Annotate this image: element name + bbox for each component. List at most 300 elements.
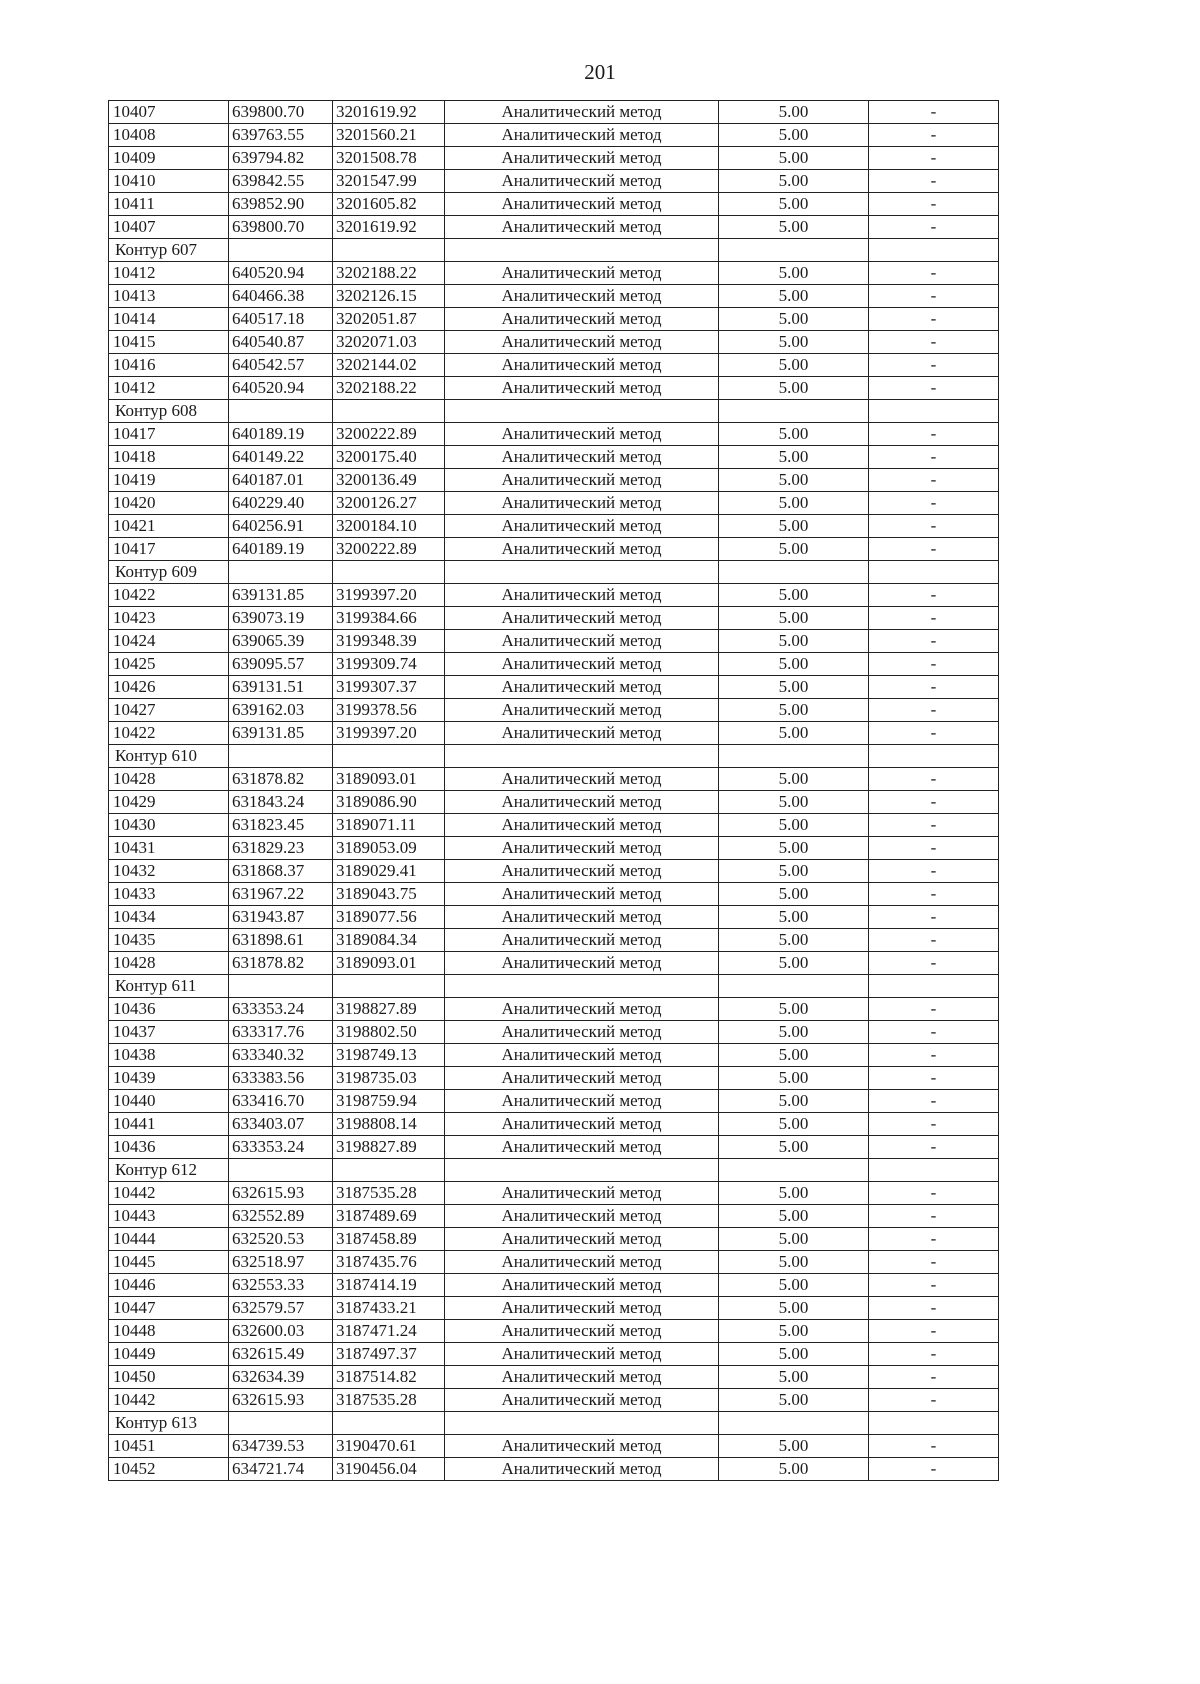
accuracy-cell: 5.00 [719,1297,869,1320]
note-cell: - [869,354,999,377]
table-row [109,1343,999,1366]
empty-cell [869,1159,999,1182]
note-cell: - [869,377,999,400]
method-cell: Аналитический метод [445,998,719,1021]
y-coordinate-cell: 3200126.27 [333,492,445,515]
contour-label: Контур 613 [109,1412,229,1435]
x-coordinate-cell: 632634.39 [229,1366,333,1389]
table-row [109,354,999,377]
accuracy-cell: 5.00 [719,607,869,630]
x-coordinate-cell: 631868.37 [229,860,333,883]
method-cell: Аналитический метод [445,1274,719,1297]
accuracy-cell: 5.00 [719,193,869,216]
method-cell: Аналитический метод [445,860,719,883]
accuracy-cell: 5.00 [719,906,869,929]
note-cell: - [869,193,999,216]
empty-cell [869,239,999,262]
empty-cell [333,400,445,423]
note-cell: - [869,147,999,170]
note-cell: - [869,492,999,515]
x-coordinate-cell: 640229.40 [229,492,333,515]
x-coordinate-cell: 632552.89 [229,1205,333,1228]
point-id-cell: 10410 [109,170,229,193]
y-coordinate-cell: 3198735.03 [333,1067,445,1090]
y-coordinate-cell: 3189071.11 [333,814,445,837]
x-coordinate-cell: 640149.22 [229,446,333,469]
note-cell: - [869,860,999,883]
x-coordinate-cell: 634739.53 [229,1435,333,1458]
method-cell: Аналитический метод [445,791,719,814]
y-coordinate-cell: 3187435.76 [333,1251,445,1274]
accuracy-cell: 5.00 [719,1182,869,1205]
y-coordinate-cell: 3187489.69 [333,1205,445,1228]
note-cell: - [869,101,999,124]
accuracy-cell: 5.00 [719,814,869,837]
method-cell: Аналитический метод [445,1205,719,1228]
note-cell: - [869,699,999,722]
point-id-cell: 10411 [109,193,229,216]
table-row [109,1182,999,1205]
x-coordinate-cell: 631829.23 [229,837,333,860]
contour-header-row [109,1412,999,1435]
empty-cell [445,745,719,768]
y-coordinate-cell: 3187535.28 [333,1389,445,1412]
y-coordinate-cell: 3202188.22 [333,377,445,400]
table-row [109,653,999,676]
accuracy-cell: 5.00 [719,1228,869,1251]
method-cell: Аналитический метод [445,354,719,377]
point-id-cell: 10415 [109,331,229,354]
accuracy-cell: 5.00 [719,377,869,400]
accuracy-cell: 5.00 [719,768,869,791]
accuracy-cell: 5.00 [719,1343,869,1366]
empty-cell [445,561,719,584]
y-coordinate-cell: 3202144.02 [333,354,445,377]
x-coordinate-cell: 632615.93 [229,1389,333,1412]
accuracy-cell: 5.00 [719,515,869,538]
x-coordinate-cell: 633353.24 [229,998,333,1021]
table-row [109,1090,999,1113]
method-cell: Аналитический метод [445,1113,719,1136]
accuracy-cell: 5.00 [719,1136,869,1159]
table-row [109,814,999,837]
method-cell: Аналитический метод [445,676,719,699]
x-coordinate-cell: 631943.87 [229,906,333,929]
note-cell: - [869,1251,999,1274]
empty-cell [445,239,719,262]
y-coordinate-cell: 3198827.89 [333,1136,445,1159]
note-cell: - [869,1136,999,1159]
table-row [109,1113,999,1136]
note-cell: - [869,285,999,308]
y-coordinate-cell: 3187458.89 [333,1228,445,1251]
accuracy-cell: 5.00 [719,446,869,469]
accuracy-cell: 5.00 [719,1021,869,1044]
method-cell: Аналитический метод [445,216,719,239]
accuracy-cell: 5.00 [719,929,869,952]
point-id-cell: 10443 [109,1205,229,1228]
x-coordinate-cell: 640540.87 [229,331,333,354]
point-id-cell: 10427 [109,699,229,722]
point-id-cell: 10414 [109,308,229,331]
method-cell: Аналитический метод [445,538,719,561]
method-cell: Аналитический метод [445,492,719,515]
empty-cell [869,1412,999,1435]
note-cell: - [869,1366,999,1389]
table-row [109,584,999,607]
empty-cell [333,1412,445,1435]
point-id-cell: 10408 [109,124,229,147]
accuracy-cell: 5.00 [719,630,869,653]
y-coordinate-cell: 3199378.56 [333,699,445,722]
method-cell: Аналитический метод [445,607,719,630]
x-coordinate-cell: 640256.91 [229,515,333,538]
note-cell: - [869,538,999,561]
accuracy-cell: 5.00 [719,1090,869,1113]
method-cell: Аналитический метод [445,423,719,446]
y-coordinate-cell: 3199309.74 [333,653,445,676]
accuracy-cell: 5.00 [719,952,869,975]
table-row [109,929,999,952]
note-cell: - [869,1228,999,1251]
method-cell: Аналитический метод [445,1067,719,1090]
note-cell: - [869,837,999,860]
point-id-cell: 10439 [109,1067,229,1090]
point-id-cell: 10419 [109,469,229,492]
method-cell: Аналитический метод [445,906,719,929]
table-row [109,1021,999,1044]
x-coordinate-cell: 631843.24 [229,791,333,814]
method-cell: Аналитический метод [445,952,719,975]
point-id-cell: 10421 [109,515,229,538]
table-row [109,1458,999,1481]
accuracy-cell: 5.00 [719,1458,869,1481]
table-row [109,906,999,929]
method-cell: Аналитический метод [445,630,719,653]
y-coordinate-cell: 3201619.92 [333,216,445,239]
x-coordinate-cell: 640517.18 [229,308,333,331]
x-coordinate-cell: 632518.97 [229,1251,333,1274]
table-row [109,492,999,515]
y-coordinate-cell: 3202188.22 [333,262,445,285]
note-cell: - [869,630,999,653]
accuracy-cell: 5.00 [719,423,869,446]
accuracy-cell: 5.00 [719,170,869,193]
point-id-cell: 10441 [109,1113,229,1136]
table-row [109,446,999,469]
note-cell: - [869,1113,999,1136]
point-id-cell: 10418 [109,446,229,469]
method-cell: Аналитический метод [445,1021,719,1044]
accuracy-cell: 5.00 [719,860,869,883]
empty-cell [869,561,999,584]
x-coordinate-cell: 631823.45 [229,814,333,837]
point-id-cell: 10449 [109,1343,229,1366]
point-id-cell: 10412 [109,262,229,285]
table-row [109,170,999,193]
accuracy-cell: 5.00 [719,1366,869,1389]
table-row [109,1366,999,1389]
table-row [109,1389,999,1412]
contour-label: Контур 608 [109,400,229,423]
table-row [109,630,999,653]
x-coordinate-cell: 633416.70 [229,1090,333,1113]
method-cell: Аналитический метод [445,285,719,308]
method-cell: Аналитический метод [445,101,719,124]
note-cell: - [869,1458,999,1481]
method-cell: Аналитический метод [445,1320,719,1343]
method-cell: Аналитический метод [445,170,719,193]
note-cell: - [869,469,999,492]
y-coordinate-cell: 3187497.37 [333,1343,445,1366]
note-cell: - [869,170,999,193]
method-cell: Аналитический метод [445,584,719,607]
point-id-cell: 10423 [109,607,229,630]
point-id-cell: 10420 [109,492,229,515]
point-id-cell: 10409 [109,147,229,170]
point-id-cell: 10448 [109,1320,229,1343]
table-row [109,676,999,699]
point-id-cell: 10413 [109,285,229,308]
method-cell: Аналитический метод [445,699,719,722]
x-coordinate-cell: 633383.56 [229,1067,333,1090]
point-id-cell: 10416 [109,354,229,377]
contour-label: Контур 612 [109,1159,229,1182]
accuracy-cell: 5.00 [719,469,869,492]
y-coordinate-cell: 3189053.09 [333,837,445,860]
y-coordinate-cell: 3189084.34 [333,929,445,952]
note-cell: - [869,814,999,837]
method-cell: Аналитический метод [445,837,719,860]
accuracy-cell: 5.00 [719,791,869,814]
point-id-cell: 10428 [109,952,229,975]
table-row [109,147,999,170]
accuracy-cell: 5.00 [719,584,869,607]
point-id-cell: 10447 [109,1297,229,1320]
method-cell: Аналитический метод [445,1458,719,1481]
note-cell: - [869,262,999,285]
point-id-cell: 10428 [109,768,229,791]
table-row [109,837,999,860]
empty-cell [229,239,333,262]
method-cell: Аналитический метод [445,929,719,952]
y-coordinate-cell: 3199348.39 [333,630,445,653]
contour-label: Контур 609 [109,561,229,584]
point-id-cell: 10424 [109,630,229,653]
table-row [109,699,999,722]
point-id-cell: 10417 [109,423,229,446]
y-coordinate-cell: 3198749.13 [333,1044,445,1067]
method-cell: Аналитический метод [445,722,719,745]
x-coordinate-cell: 639800.70 [229,101,333,124]
x-coordinate-cell: 632553.33 [229,1274,333,1297]
note-cell: - [869,607,999,630]
point-id-cell: 10429 [109,791,229,814]
table-row [109,1297,999,1320]
table-row [109,377,999,400]
point-id-cell: 10452 [109,1458,229,1481]
accuracy-cell: 5.00 [719,124,869,147]
method-cell: Аналитический метод [445,1044,719,1067]
point-id-cell: 10426 [109,676,229,699]
point-id-cell: 10407 [109,216,229,239]
note-cell: - [869,1274,999,1297]
table-row [109,952,999,975]
method-cell: Аналитический метод [445,1182,719,1205]
note-cell: - [869,1090,999,1113]
accuracy-cell: 5.00 [719,722,869,745]
empty-cell [333,561,445,584]
accuracy-cell: 5.00 [719,538,869,561]
x-coordinate-cell: 639800.70 [229,216,333,239]
empty-cell [719,1159,869,1182]
point-id-cell: 10440 [109,1090,229,1113]
y-coordinate-cell: 3189077.56 [333,906,445,929]
contour-header-row [109,1159,999,1182]
table-row [109,193,999,216]
note-cell: - [869,791,999,814]
point-id-cell: 10436 [109,1136,229,1159]
point-id-cell: 10417 [109,538,229,561]
empty-cell [229,1159,333,1182]
table-row [109,1435,999,1458]
x-coordinate-cell: 640466.38 [229,285,333,308]
empty-cell [229,975,333,998]
x-coordinate-cell: 640542.57 [229,354,333,377]
point-id-cell: 10450 [109,1366,229,1389]
empty-cell [869,745,999,768]
empty-cell [719,239,869,262]
contour-header-row [109,561,999,584]
method-cell: Аналитический метод [445,1228,719,1251]
contour-label: Контур 610 [109,745,229,768]
note-cell: - [869,952,999,975]
accuracy-cell: 5.00 [719,1435,869,1458]
accuracy-cell: 5.00 [719,1251,869,1274]
note-cell: - [869,584,999,607]
method-cell: Аналитический метод [445,768,719,791]
note-cell: - [869,722,999,745]
table-row [109,860,999,883]
empty-cell [719,400,869,423]
point-id-cell: 10445 [109,1251,229,1274]
note-cell: - [869,768,999,791]
empty-cell [869,400,999,423]
note-cell: - [869,676,999,699]
y-coordinate-cell: 3190470.61 [333,1435,445,1458]
accuracy-cell: 5.00 [719,699,869,722]
note-cell: - [869,331,999,354]
accuracy-cell: 5.00 [719,1113,869,1136]
method-cell: Аналитический метод [445,1297,719,1320]
note-cell: - [869,423,999,446]
y-coordinate-cell: 3201508.78 [333,147,445,170]
x-coordinate-cell: 640187.01 [229,469,333,492]
point-id-cell: 10431 [109,837,229,860]
y-coordinate-cell: 3201560.21 [333,124,445,147]
y-coordinate-cell: 3198802.50 [333,1021,445,1044]
y-coordinate-cell: 3200136.49 [333,469,445,492]
table-row [109,883,999,906]
table-row [109,1067,999,1090]
table-row [109,607,999,630]
y-coordinate-cell: 3201619.92 [333,101,445,124]
method-cell: Аналитический метод [445,469,719,492]
x-coordinate-cell: 639095.57 [229,653,333,676]
method-cell: Аналитический метод [445,262,719,285]
table-row [109,515,999,538]
point-id-cell: 10422 [109,584,229,607]
method-cell: Аналитический метод [445,1343,719,1366]
accuracy-cell: 5.00 [719,331,869,354]
point-id-cell: 10435 [109,929,229,952]
accuracy-cell: 5.00 [719,147,869,170]
x-coordinate-cell: 640189.19 [229,538,333,561]
x-coordinate-cell: 639131.51 [229,676,333,699]
table-row [109,1274,999,1297]
empty-cell [333,239,445,262]
method-cell: Аналитический метод [445,814,719,837]
contour-header-row [109,400,999,423]
x-coordinate-cell: 639065.39 [229,630,333,653]
accuracy-cell: 5.00 [719,837,869,860]
accuracy-cell: 5.00 [719,1389,869,1412]
y-coordinate-cell: 3189086.90 [333,791,445,814]
point-id-cell: 10442 [109,1389,229,1412]
table-row [109,469,999,492]
y-coordinate-cell: 3190456.04 [333,1458,445,1481]
method-cell: Аналитический метод [445,377,719,400]
point-id-cell: 10433 [109,883,229,906]
accuracy-cell: 5.00 [719,285,869,308]
table-row [109,1044,999,1067]
x-coordinate-cell: 632615.93 [229,1182,333,1205]
table-row [109,791,999,814]
note-cell: - [869,1389,999,1412]
note-cell: - [869,1182,999,1205]
contour-header-row [109,975,999,998]
method-cell: Аналитический метод [445,515,719,538]
accuracy-cell: 5.00 [719,653,869,676]
x-coordinate-cell: 632600.03 [229,1320,333,1343]
accuracy-cell: 5.00 [719,883,869,906]
y-coordinate-cell: 3187414.19 [333,1274,445,1297]
y-coordinate-cell: 3198808.14 [333,1113,445,1136]
accuracy-cell: 5.00 [719,1320,869,1343]
x-coordinate-cell: 639852.90 [229,193,333,216]
note-cell: - [869,883,999,906]
x-coordinate-cell: 640520.94 [229,377,333,400]
accuracy-cell: 5.00 [719,101,869,124]
x-coordinate-cell: 633317.76 [229,1021,333,1044]
y-coordinate-cell: 3198827.89 [333,998,445,1021]
method-cell: Аналитический метод [445,193,719,216]
empty-cell [333,975,445,998]
accuracy-cell: 5.00 [719,1274,869,1297]
accuracy-cell: 5.00 [719,676,869,699]
y-coordinate-cell: 3202126.15 [333,285,445,308]
table-row [109,285,999,308]
x-coordinate-cell: 632520.53 [229,1228,333,1251]
table-row [109,124,999,147]
y-coordinate-cell: 3199397.20 [333,722,445,745]
point-id-cell: 10451 [109,1435,229,1458]
coordinates-table [108,100,999,1481]
x-coordinate-cell: 633403.07 [229,1113,333,1136]
point-id-cell: 10442 [109,1182,229,1205]
note-cell: - [869,124,999,147]
y-coordinate-cell: 3200222.89 [333,423,445,446]
